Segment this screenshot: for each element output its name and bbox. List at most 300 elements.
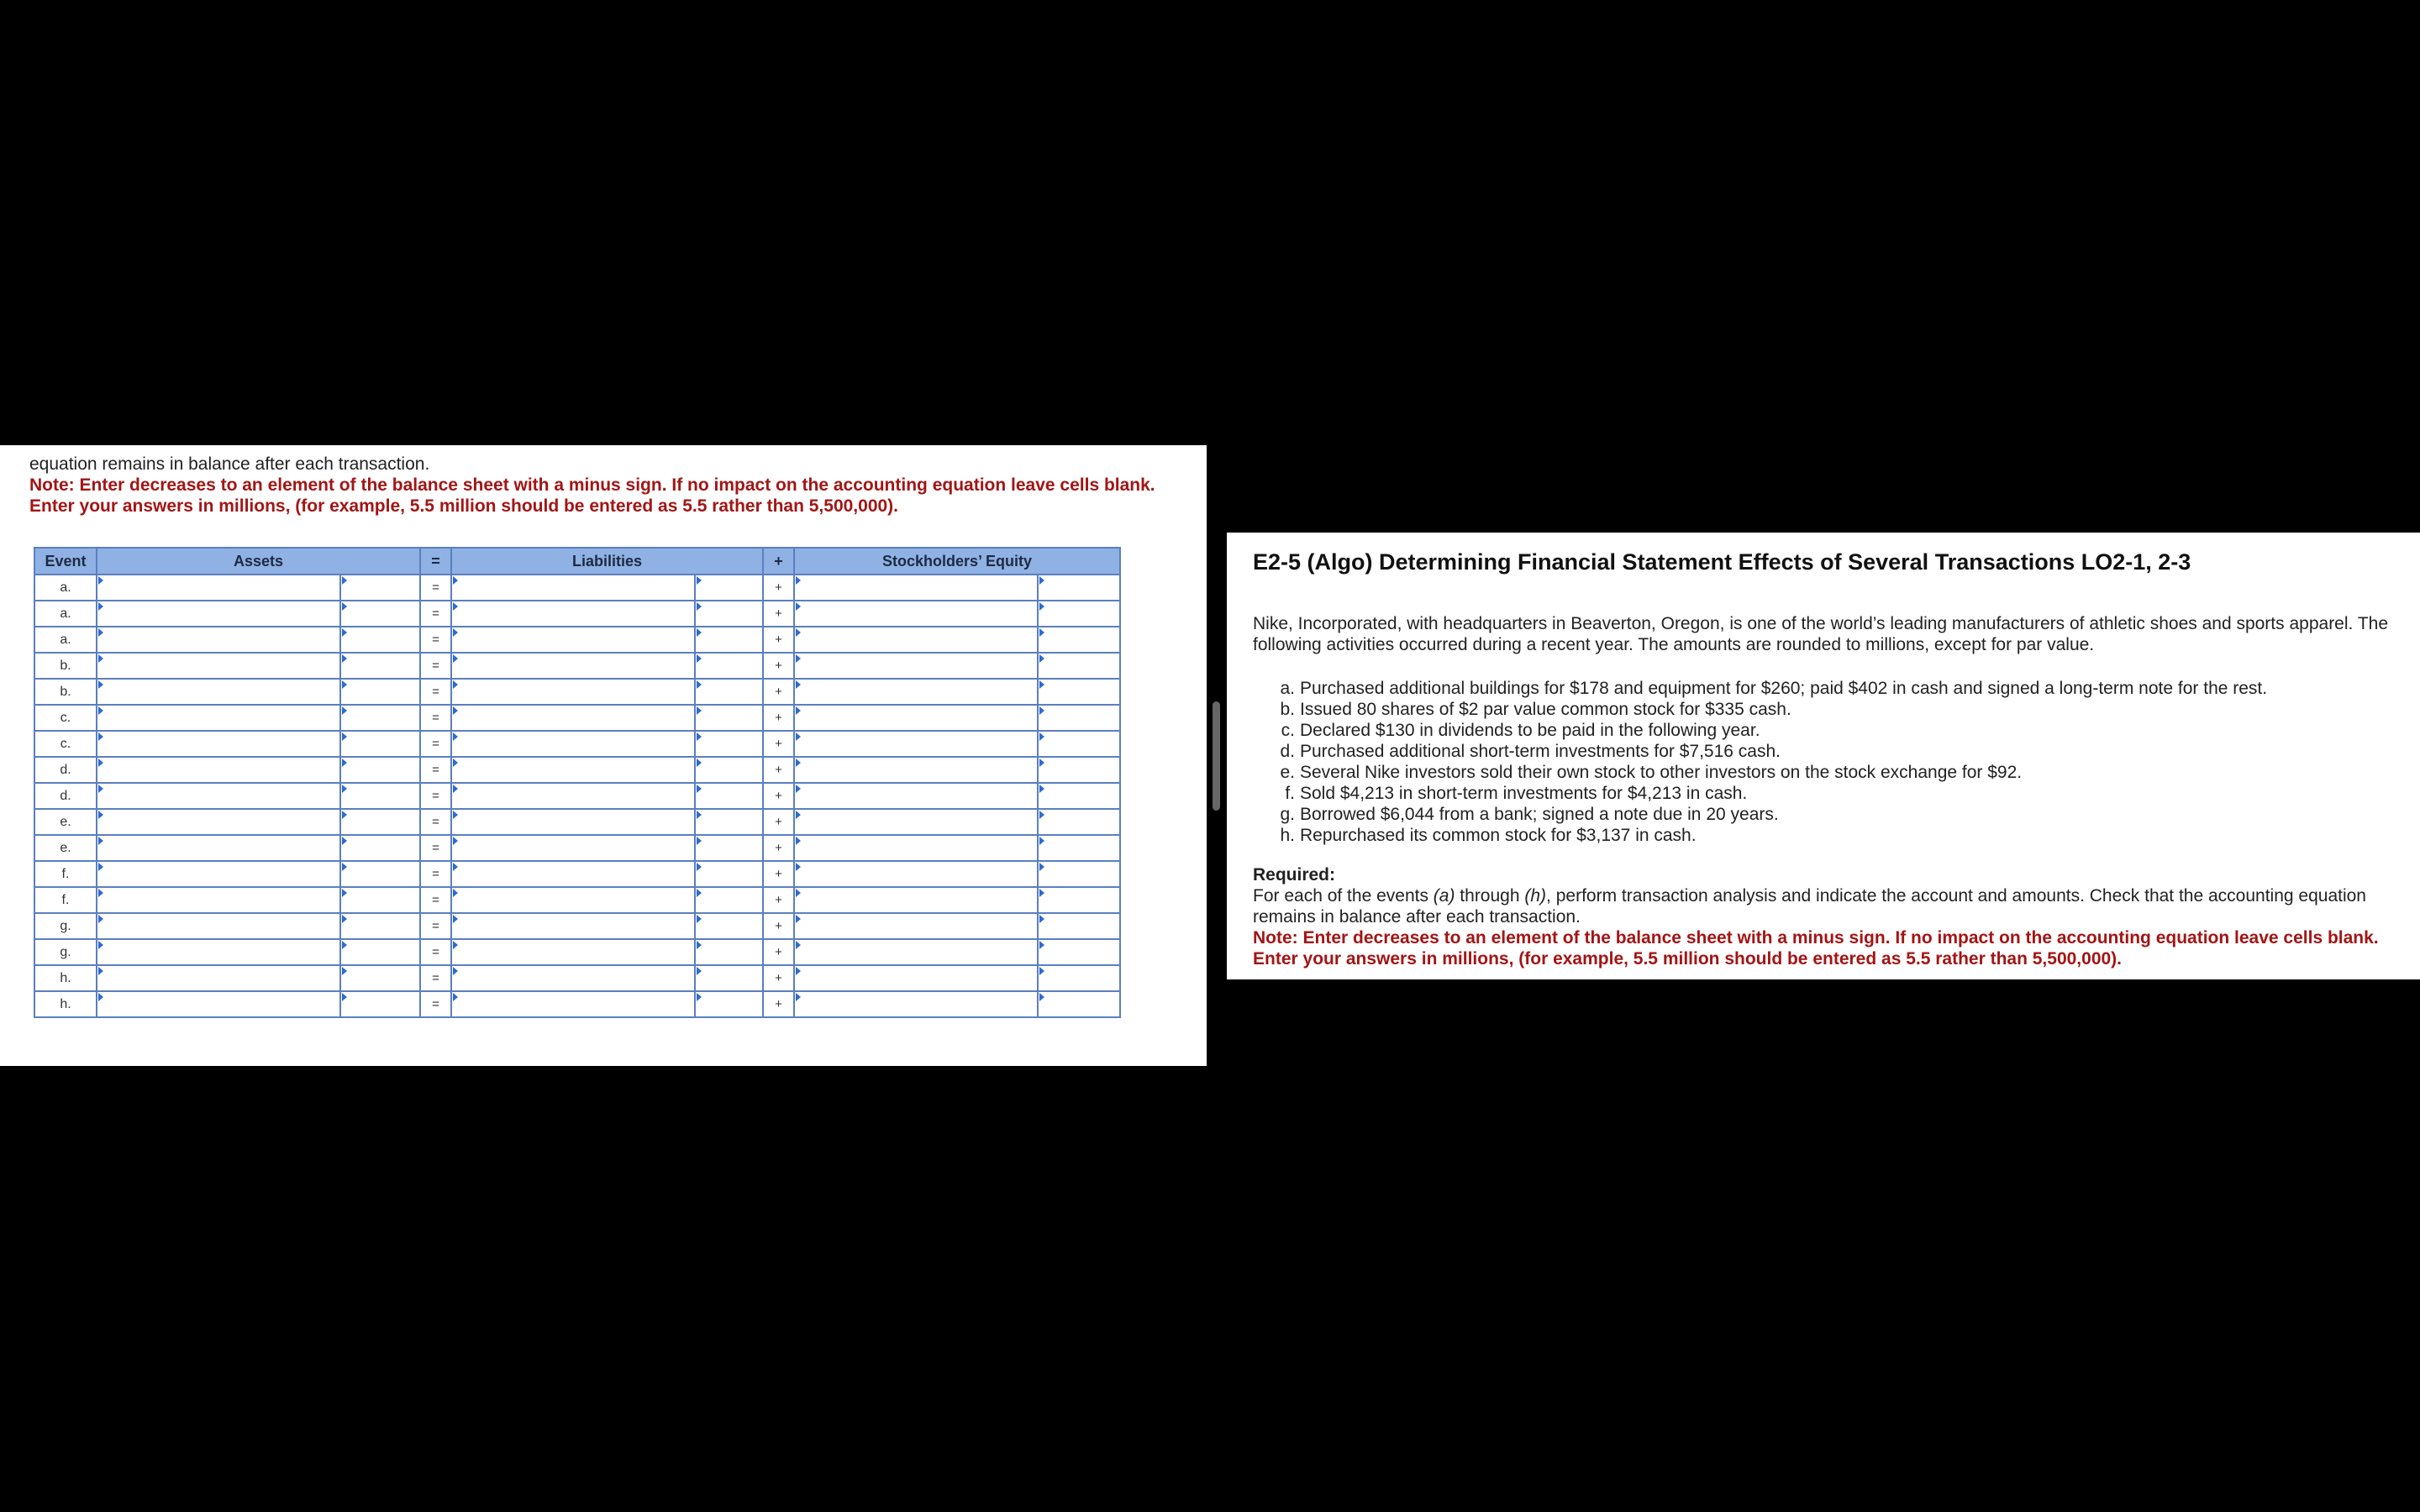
table-row [34, 575, 1120, 601]
equity-amount-input-cell [1038, 939, 1120, 965]
equity-account-input[interactable] [795, 758, 1037, 782]
header-assets: Assets [97, 548, 420, 575]
plus-sign: + [763, 731, 794, 757]
problem-body [1253, 613, 2400, 969]
liabilities-account-input[interactable] [452, 862, 694, 886]
liabilities-account-input[interactable] [452, 732, 694, 756]
assets-account-input[interactable] [97, 836, 339, 860]
assets-amount-input[interactable] [341, 810, 419, 834]
right-note-text: Note: Enter decreases to an element of the balance sheet with a minus sign. If no impact on the accounting equation leave cells blank. Enter your answers in millions, (for example, 5.5 million should be entered as 5.5 rather than 5,500,000). [1253, 928, 2379, 969]
event-item-label: h. [1280, 826, 1295, 845]
liabilities-account-input-cell [451, 991, 695, 1017]
equity-amount-input[interactable] [1039, 575, 1119, 600]
event-item-text: Purchased additional short-term investments for $7,516 cash. [1300, 742, 1781, 761]
assets-account-input-cell [97, 627, 340, 653]
event-label: c. [34, 705, 97, 731]
table-row [34, 627, 1120, 653]
equity-account-input[interactable] [795, 627, 1037, 652]
liabilities-account-input-cell [451, 705, 695, 731]
event-label: a. [34, 601, 97, 627]
assets-account-input[interactable] [97, 627, 339, 652]
event-item-text: Issued 80 shares of $2 par value common stock for $335 cash. [1300, 700, 1791, 719]
liabilities-amount-input-cell [695, 835, 763, 861]
liabilities-account-input-cell [451, 835, 695, 861]
accounting-equation-table [34, 547, 1121, 1018]
assets-account-input[interactable] [97, 706, 339, 730]
liabilities-account-input-cell [451, 601, 695, 627]
liabilities-amount-input[interactable] [696, 992, 762, 1016]
liabilities-account-input[interactable] [452, 836, 694, 860]
event-label: h. [34, 965, 97, 991]
liabilities-account-input[interactable] [452, 914, 694, 938]
equity-account-input-cell [794, 887, 1038, 913]
table-row [34, 757, 1120, 783]
plus-sign: + [763, 653, 794, 679]
header-stockholders-equity: Stockholders’ Equity [794, 548, 1120, 575]
liabilities-account-input[interactable] [452, 992, 694, 1016]
equity-amount-input-cell [1038, 627, 1120, 653]
equity-amount-input-cell [1038, 757, 1120, 783]
event-label: b. [34, 653, 97, 679]
assets-amount-input-cell [340, 939, 420, 965]
equity-account-input-cell [794, 965, 1038, 991]
event-label: e. [34, 809, 97, 835]
equity-amount-input[interactable] [1039, 732, 1119, 756]
equals-sign: = [420, 965, 451, 991]
liabilities-amount-input[interactable] [696, 732, 762, 756]
equity-amount-input-cell [1038, 731, 1120, 757]
assets-amount-input[interactable] [341, 680, 419, 704]
liabilities-account-input[interactable] [452, 940, 694, 964]
problem-title: E2-5 (Algo) Determining Financial Statement Effects of Several Transactions LO2-1, 2-3 [1253, 549, 2191, 575]
equals-sign: = [420, 601, 451, 627]
header-equals: = [420, 548, 451, 575]
equity-amount-input[interactable] [1039, 784, 1119, 808]
assets-account-input-cell [97, 965, 340, 991]
event-label: e. [34, 835, 97, 861]
liabilities-amount-input[interactable] [696, 914, 762, 938]
list-item [1253, 678, 2400, 699]
event-item-label: g. [1280, 805, 1295, 824]
right-panel [1227, 533, 2420, 979]
table-header-row [34, 548, 1120, 575]
equity-amount-input-cell [1038, 783, 1120, 809]
header-plus: + [763, 548, 794, 575]
equity-account-input[interactable] [795, 810, 1037, 834]
equals-sign: = [420, 731, 451, 757]
assets-amount-input-cell [340, 627, 420, 653]
list-item [1253, 720, 2400, 741]
equity-account-input[interactable] [795, 654, 1037, 678]
assets-amount-input-cell [340, 835, 420, 861]
assets-amount-input-cell [340, 913, 420, 939]
liabilities-account-input-cell [451, 965, 695, 991]
assets-account-input-cell [97, 705, 340, 731]
liabilities-amount-input[interactable] [696, 654, 762, 678]
equity-account-input[interactable] [795, 836, 1037, 860]
equity-account-input[interactable] [795, 732, 1037, 756]
assets-account-input-cell [97, 913, 340, 939]
liabilities-account-input-cell [451, 575, 695, 601]
equity-amount-input-cell [1038, 653, 1120, 679]
liabilities-amount-input[interactable] [696, 601, 762, 626]
assets-account-input[interactable] [97, 992, 339, 1016]
liabilities-amount-input[interactable] [696, 966, 762, 990]
assets-account-input-cell [97, 601, 340, 627]
equals-sign: = [420, 757, 451, 783]
table-row [34, 809, 1120, 835]
equity-account-input[interactable] [795, 706, 1037, 730]
assets-amount-input[interactable] [341, 627, 419, 652]
intro-text: equation remains in balance after each transaction. [29, 454, 430, 474]
plus-sign: + [763, 913, 794, 939]
equity-account-input-cell [794, 627, 1038, 653]
liabilities-account-input[interactable] [452, 601, 694, 626]
equity-amount-input-cell [1038, 575, 1120, 601]
liabilities-account-input[interactable] [452, 680, 694, 704]
event-label: a. [34, 575, 97, 601]
equals-sign: = [420, 809, 451, 835]
assets-amount-input-cell [340, 757, 420, 783]
equals-sign: = [420, 705, 451, 731]
assets-account-input-cell [97, 887, 340, 913]
assets-amount-input-cell [340, 887, 420, 913]
plus-sign: + [763, 861, 794, 887]
equity-amount-input-cell [1038, 887, 1120, 913]
equity-amount-input-cell [1038, 835, 1120, 861]
event-item-text: Sold $4,213 in short-term investments for $4,213 in cash. [1300, 784, 1748, 803]
assets-account-input[interactable] [97, 601, 339, 626]
equity-amount-input[interactable] [1039, 627, 1119, 652]
equity-amount-input[interactable] [1039, 758, 1119, 782]
assets-account-input[interactable] [97, 758, 339, 782]
liabilities-account-input[interactable] [452, 758, 694, 782]
assets-amount-input-cell [340, 809, 420, 835]
assets-amount-input-cell [340, 575, 420, 601]
assets-account-input[interactable] [97, 732, 339, 756]
plus-sign: + [763, 627, 794, 653]
left-instructions [29, 454, 1172, 517]
event-label: d. [34, 757, 97, 783]
table-row [34, 861, 1120, 887]
table-row [34, 835, 1120, 861]
required-mid: through [1455, 886, 1525, 906]
assets-amount-input[interactable] [341, 601, 419, 626]
event-item-text: Purchased additional buildings for $178 and equipment for $260; paid $402 in cash and signed a long-term note for the rest. [1300, 679, 2268, 698]
liabilities-amount-input[interactable] [696, 836, 762, 860]
header-liabilities: Liabilities [451, 548, 763, 575]
liabilities-account-input-cell [451, 939, 695, 965]
liabilities-amount-input-cell [695, 627, 763, 653]
equals-sign: = [420, 835, 451, 861]
equity-amount-input[interactable] [1039, 654, 1119, 678]
assets-amount-input-cell [340, 601, 420, 627]
equals-sign: = [420, 653, 451, 679]
event-label: f. [34, 861, 97, 887]
table-row [34, 939, 1120, 965]
assets-account-input[interactable] [97, 966, 339, 990]
equity-amount-input-cell [1038, 679, 1120, 705]
event-label: b. [34, 679, 97, 705]
liabilities-amount-input[interactable] [696, 680, 762, 704]
equity-account-input[interactable] [795, 601, 1037, 626]
list-item [1253, 783, 2400, 804]
required-pre: For each of the events [1253, 886, 1434, 906]
assets-amount-input-cell [340, 965, 420, 991]
equity-amount-input[interactable] [1039, 680, 1119, 704]
liabilities-account-input[interactable] [452, 784, 694, 808]
assets-account-input[interactable] [97, 940, 339, 964]
liabilities-amount-input[interactable] [696, 758, 762, 782]
liabilities-amount-input-cell [695, 601, 763, 627]
equity-account-input-cell [794, 601, 1038, 627]
equity-account-input[interactable] [795, 992, 1037, 1016]
assets-amount-input[interactable] [341, 758, 419, 782]
required-post: , perform transaction analysis and indicate the account and amounts. Check that the accounting equation remains in balance after each transaction. [1253, 886, 2366, 927]
equity-account-input-cell [794, 939, 1038, 965]
assets-account-input[interactable] [97, 654, 339, 678]
table-row [34, 913, 1120, 939]
table-row [34, 679, 1120, 705]
equity-account-input[interactable] [795, 680, 1037, 704]
event-label: g. [34, 939, 97, 965]
liabilities-amount-input[interactable] [696, 888, 762, 912]
plus-sign: + [763, 939, 794, 965]
assets-amount-input-cell [340, 783, 420, 809]
equity-account-input-cell [794, 835, 1038, 861]
equity-account-input[interactable] [795, 914, 1037, 938]
problem-intro: Nike, Incorporated, with headquarters in Beaverton, Oregon, is one of the world’s leading manufacturers of athletic shoes and sports apparel. The following activities occurred during a recent year. The amounts are rounded to millions, except for par value. [1253, 614, 2389, 654]
liabilities-amount-input-cell [695, 939, 763, 965]
liabilities-amount-input-cell [695, 731, 763, 757]
required-text [1253, 885, 2400, 927]
assets-account-input[interactable] [97, 784, 339, 808]
event-item-text: Borrowed $6,044 from a bank; signed a note due in 20 years. [1300, 805, 1779, 824]
plus-sign: + [763, 965, 794, 991]
assets-amount-input[interactable] [341, 784, 419, 808]
required-h: (h) [1524, 886, 1547, 906]
equity-account-input[interactable] [795, 888, 1037, 912]
assets-account-input[interactable] [97, 575, 339, 600]
liabilities-amount-input-cell [695, 783, 763, 809]
event-label: d. [34, 783, 97, 809]
equity-amount-input-cell [1038, 705, 1120, 731]
liabilities-amount-input-cell [695, 965, 763, 991]
table-row [34, 601, 1120, 627]
equity-amount-input[interactable] [1039, 914, 1119, 938]
event-label: h. [34, 991, 97, 1017]
assets-account-input-cell [97, 653, 340, 679]
assets-amount-input[interactable] [341, 888, 419, 912]
equity-account-input-cell [794, 653, 1038, 679]
assets-amount-input[interactable] [341, 940, 419, 964]
assets-amount-input-cell [340, 861, 420, 887]
equals-sign: = [420, 783, 451, 809]
event-item-text: Declared $130 in dividends to be paid in the following year. [1300, 721, 1760, 740]
assets-amount-input[interactable] [341, 992, 419, 1016]
equity-amount-input[interactable] [1039, 810, 1119, 834]
assets-amount-input[interactable] [341, 706, 419, 730]
event-label: g. [34, 913, 97, 939]
assets-account-input-cell [97, 861, 340, 887]
liabilities-amount-input-cell [695, 887, 763, 913]
equity-amount-input[interactable] [1039, 601, 1119, 626]
liabilities-account-input-cell [451, 861, 695, 887]
assets-account-input-cell [97, 575, 340, 601]
plus-sign: + [763, 757, 794, 783]
equity-account-input-cell [794, 861, 1038, 887]
equals-sign: = [420, 679, 451, 705]
liabilities-account-input[interactable] [452, 654, 694, 678]
liabilities-amount-input[interactable] [696, 862, 762, 886]
equity-account-input-cell [794, 705, 1038, 731]
liabilities-amount-input[interactable] [696, 575, 762, 600]
liabilities-account-input-cell [451, 653, 695, 679]
table-row [34, 991, 1120, 1017]
liabilities-amount-input-cell [695, 653, 763, 679]
liabilities-account-input[interactable] [452, 627, 694, 652]
assets-amount-input[interactable] [341, 914, 419, 938]
liabilities-account-input[interactable] [452, 810, 694, 834]
liabilities-amount-input[interactable] [696, 940, 762, 964]
assets-amount-input-cell [340, 705, 420, 731]
liabilities-amount-input-cell [695, 705, 763, 731]
assets-amount-input[interactable] [341, 575, 419, 600]
liabilities-amount-input[interactable] [696, 627, 762, 652]
table-row [34, 731, 1120, 757]
liabilities-account-input[interactable] [452, 888, 694, 912]
equity-amount-input[interactable] [1039, 940, 1119, 964]
event-item-label: d. [1280, 742, 1295, 761]
liabilities-account-input-cell [451, 731, 695, 757]
event-item-label: e. [1280, 763, 1295, 782]
equity-amount-input-cell [1038, 965, 1120, 991]
equity-account-input[interactable] [795, 940, 1037, 964]
equity-account-input-cell [794, 783, 1038, 809]
panel-divider-scrollbar[interactable] [1213, 701, 1220, 811]
liabilities-account-input[interactable] [452, 575, 694, 600]
liabilities-amount-input-cell [695, 809, 763, 835]
equals-sign: = [420, 627, 451, 653]
equity-amount-input[interactable] [1039, 888, 1119, 912]
equity-amount-input-cell [1038, 991, 1120, 1017]
equity-account-input[interactable] [795, 784, 1037, 808]
list-item [1253, 825, 2400, 846]
plus-sign: + [763, 887, 794, 913]
liabilities-amount-input-cell [695, 861, 763, 887]
equity-account-input-cell [794, 575, 1038, 601]
liabilities-account-input-cell [451, 627, 695, 653]
plus-sign: + [763, 783, 794, 809]
header-event: Event [34, 548, 97, 575]
table-row [34, 653, 1120, 679]
left-panel [0, 445, 1207, 1066]
assets-amount-input-cell [340, 653, 420, 679]
plus-sign: + [763, 601, 794, 627]
note-text: Note: Enter decreases to an element of the balance sheet with a minus sign. If no impact on the accounting equation leave cells blank. Enter your answers in millions, (for example, 5.5 million should be entered as 5.5 rather than 5,500,000). [29, 475, 1155, 516]
assets-account-input[interactable] [97, 862, 339, 886]
equity-amount-input[interactable] [1039, 862, 1119, 886]
assets-amount-input[interactable] [341, 966, 419, 990]
liabilities-amount-input[interactable] [696, 784, 762, 808]
assets-amount-input[interactable] [341, 654, 419, 678]
equity-amount-input-cell [1038, 809, 1120, 835]
equity-account-input[interactable] [795, 575, 1037, 600]
required-label: Required: [1253, 865, 1336, 885]
assets-account-input-cell [97, 939, 340, 965]
event-label: a. [34, 627, 97, 653]
equity-account-input-cell [794, 679, 1038, 705]
assets-account-input[interactable] [97, 914, 339, 938]
assets-account-input[interactable] [97, 680, 339, 704]
liabilities-account-input-cell [451, 679, 695, 705]
equals-sign: = [420, 887, 451, 913]
equity-amount-input-cell [1038, 601, 1120, 627]
equity-amount-input[interactable] [1039, 992, 1119, 1016]
liabilities-account-input-cell [451, 757, 695, 783]
liabilities-account-input-cell [451, 887, 695, 913]
assets-amount-input[interactable] [341, 862, 419, 886]
liabilities-account-input-cell [451, 809, 695, 835]
assets-amount-input-cell [340, 731, 420, 757]
plus-sign: + [763, 705, 794, 731]
equals-sign: = [420, 939, 451, 965]
plus-sign: + [763, 575, 794, 601]
assets-account-input[interactable] [97, 888, 339, 912]
liabilities-account-input-cell [451, 783, 695, 809]
liabilities-amount-input-cell [695, 679, 763, 705]
liabilities-amount-input[interactable] [696, 706, 762, 730]
table-row [34, 705, 1120, 731]
liabilities-account-input-cell [451, 913, 695, 939]
event-label: f. [34, 887, 97, 913]
plus-sign: + [763, 809, 794, 835]
event-item-label: a. [1280, 679, 1295, 698]
table-row [34, 783, 1120, 809]
event-item-label: b. [1280, 700, 1295, 719]
assets-amount-input[interactable] [341, 732, 419, 756]
list-item [1253, 699, 2400, 720]
assets-amount-input-cell [340, 991, 420, 1017]
table-row [34, 887, 1120, 913]
liabilities-account-input[interactable] [452, 966, 694, 990]
equity-account-input[interactable] [795, 966, 1037, 990]
assets-account-input-cell [97, 991, 340, 1017]
assets-account-input[interactable] [97, 810, 339, 834]
plus-sign: + [763, 835, 794, 861]
liabilities-amount-input-cell [695, 757, 763, 783]
assets-account-input-cell [97, 731, 340, 757]
assets-amount-input[interactable] [341, 836, 419, 860]
equity-amount-input[interactable] [1039, 706, 1119, 730]
equity-account-input-cell [794, 991, 1038, 1017]
liabilities-account-input[interactable] [452, 706, 694, 730]
equity-amount-input[interactable] [1039, 836, 1119, 860]
list-item [1253, 804, 2400, 825]
event-item-label: c. [1281, 721, 1295, 740]
equity-amount-input[interactable] [1039, 966, 1119, 990]
list-item [1253, 741, 2400, 762]
plus-sign: + [763, 991, 794, 1017]
equity-account-input[interactable] [795, 862, 1037, 886]
assets-account-input-cell [97, 835, 340, 861]
required-a: (a) [1433, 886, 1455, 906]
liabilities-amount-input-cell [695, 991, 763, 1017]
assets-account-input-cell [97, 679, 340, 705]
event-item-label: f. [1285, 784, 1295, 803]
event-item-text: Repurchased its common stock for $3,137 in cash. [1300, 826, 1697, 845]
liabilities-amount-input[interactable] [696, 810, 762, 834]
